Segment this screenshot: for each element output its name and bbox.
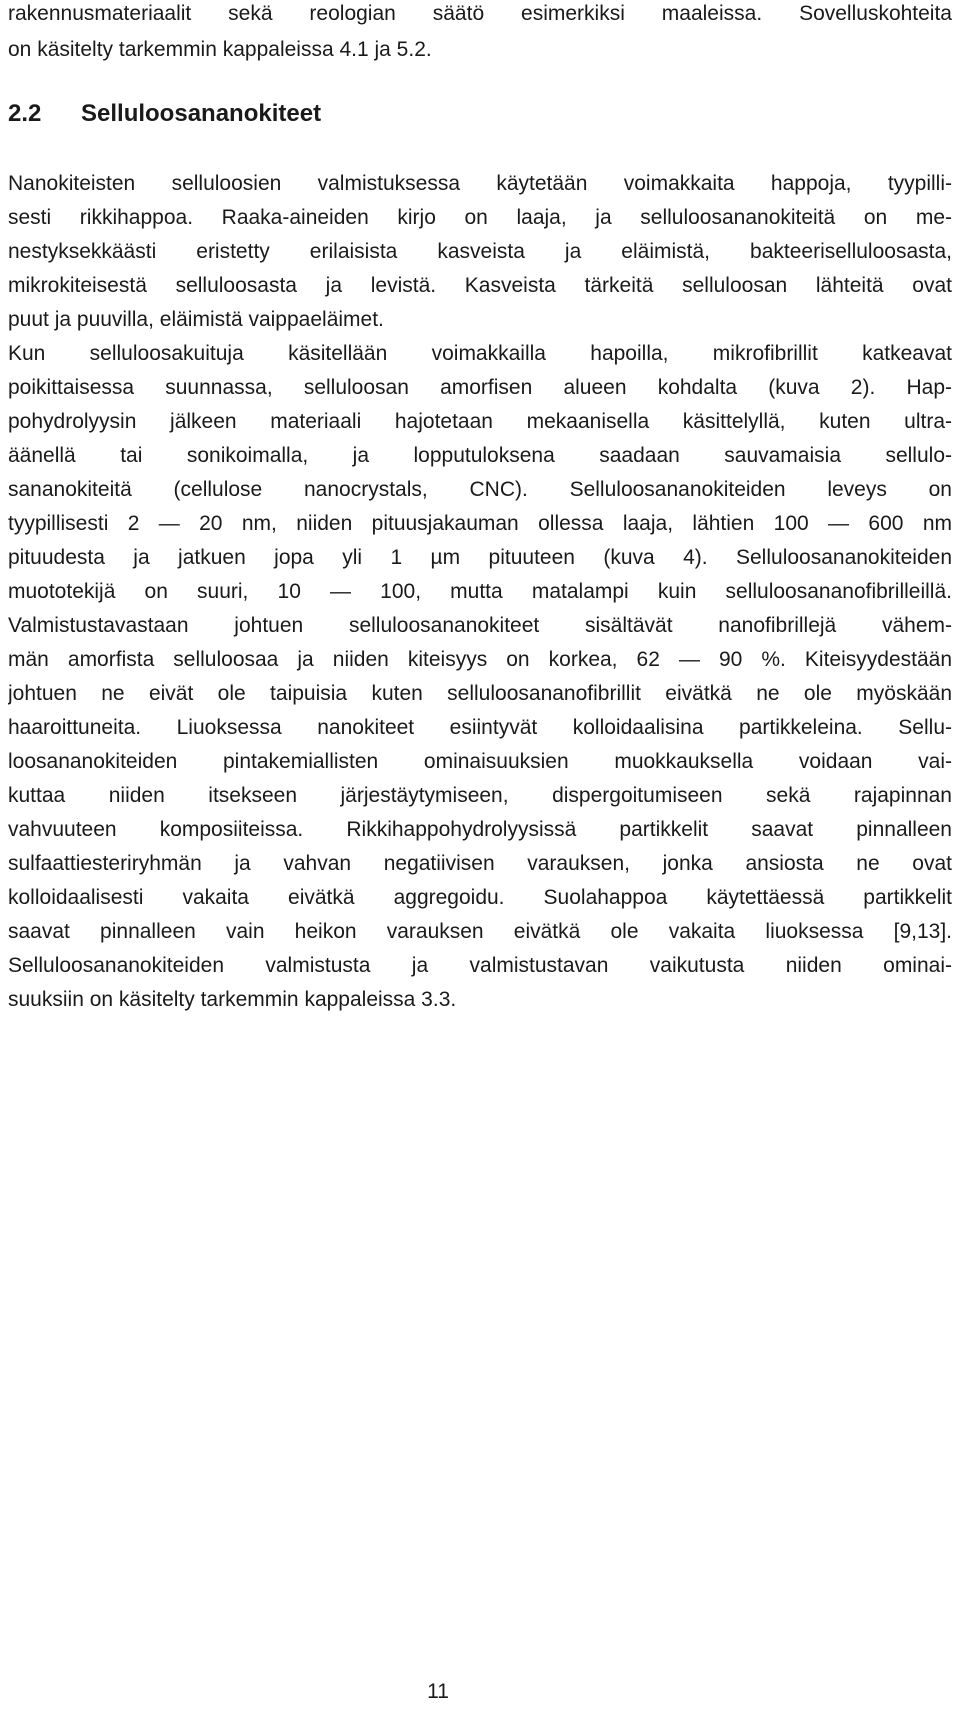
paragraph-line: saavat pinnalleen vain heikon varauksen eivätkä ole vakaita liuoksessa [9,13]. xyxy=(8,920,952,943)
paragraph-line: haaroittuneita. Liuoksessa nanokiteet esiintyvät kolloidaalisina partikkeleina. Sellu- xyxy=(8,716,952,739)
paragraph-line: suuksiin on käsitelty tarkemmin kappaleissa 3.3. xyxy=(8,988,457,1011)
intro-line: rakennusmateriaalit sekä reologian säätö esimerkiksi maaleissa. Sovelluskohteita xyxy=(8,2,952,25)
paragraph-line: loosananokiteiden pintakemiallisten ominaisuuksien muokkauksella voidaan vai- xyxy=(8,750,952,773)
paragraph-line: mikrokiteisestä selluloosasta ja levistä. Kasveista tärkeitä selluloosan lähteitä ovat xyxy=(8,274,952,297)
page-number: 11 xyxy=(427,1680,449,1703)
paragraph-line: vahvuuteen komposiiteissa. Rikkihappohydrolyysissä partikkelit saavat pinnalleen xyxy=(8,818,952,841)
section-number: 2.2 xyxy=(8,100,42,127)
intro-line: on käsitelty tarkemmin kappaleissa 4.1 ja 5.2. xyxy=(8,38,432,61)
paragraph-line: johtuen ne eivät ole taipuisia kuten selluloosananofibrillit eivätkä ne ole myöskään xyxy=(8,682,952,705)
paragraph-line: Nanokiteisten selluloosien valmistuksessa käytetään voimakkaita happoja, tyypilli- xyxy=(8,172,952,195)
paragraph-line: poikittaisessa suunnassa, selluloosan amorfisen alueen kohdalta (kuva 2). Hap- xyxy=(8,376,952,399)
paragraph-line: Valmistustavastaan johtuen selluloosananokiteet sisältävät nanofibrillejä vähem- xyxy=(8,614,952,637)
section-heading xyxy=(8,100,321,128)
paragraph-line: kolloidaalisesti vakaita eivätkä aggregoidu. Suolahappoa käytettäessä partikkelit xyxy=(8,886,952,909)
paragraph-line: män amorfista selluloosaa ja niiden kiteisyys on korkea, 62 — 90 %. Kiteisyydestään xyxy=(8,648,952,671)
paragraph-line: kuttaa niiden itsekseen järjestäytymiseen, dispergoitumiseen sekä rajapinnan xyxy=(8,784,952,807)
paragraph-line: äänellä tai sonikoimalla, ja lopputuloksena saadaan sauvamaisia sellulo- xyxy=(8,444,952,467)
section-title: Selluloosananokiteet xyxy=(81,100,322,127)
paragraph-line: pituudesta ja jatkuen jopa yli 1 µm pituuteen (kuva 4). Selluloosananokiteiden xyxy=(8,546,952,569)
paragraph-line: Kun selluloosakuituja käsitellään voimakkailla hapoilla, mikrofibrillit katkeavat xyxy=(8,342,952,365)
paragraph-line: nestyksekkäästi eristetty erilaisista kasveista ja eläimistä, bakteeriselluloosasta, xyxy=(8,240,952,263)
paragraph-line: puut ja puuvilla, eläimistä vaippaeläimet. xyxy=(8,308,384,331)
paragraph-line: sesti rikkihappoa. Raaka-aineiden kirjo on laaja, ja selluloosananokiteitä on me- xyxy=(8,206,952,229)
paragraph-line: pohydrolyysin jälkeen materiaali hajotetaan mekaanisella käsittelyllä, kuten ultra- xyxy=(8,410,952,433)
paragraph-line: Selluloosananokiteiden valmistusta ja valmistustavan vaikutusta niiden ominai- xyxy=(8,954,952,977)
paragraph-line: muototekijä on suuri, 10 — 100, mutta matalampi kuin selluloosananofibrilleillä. xyxy=(8,580,952,603)
paragraph-line: sulfaattiesteriryhmän ja vahvan negatiivisen varauksen, jonka ansiosta ne ovat xyxy=(8,852,952,875)
paragraph-line: sananokiteitä (cellulose nanocrystals, CNC). Selluloosananokiteiden leveys on xyxy=(8,478,952,501)
paragraph-line: tyypillisesti 2 — 20 nm, niiden pituusjakauman ollessa laaja, lähtien 100 — 600 nm xyxy=(8,512,952,535)
